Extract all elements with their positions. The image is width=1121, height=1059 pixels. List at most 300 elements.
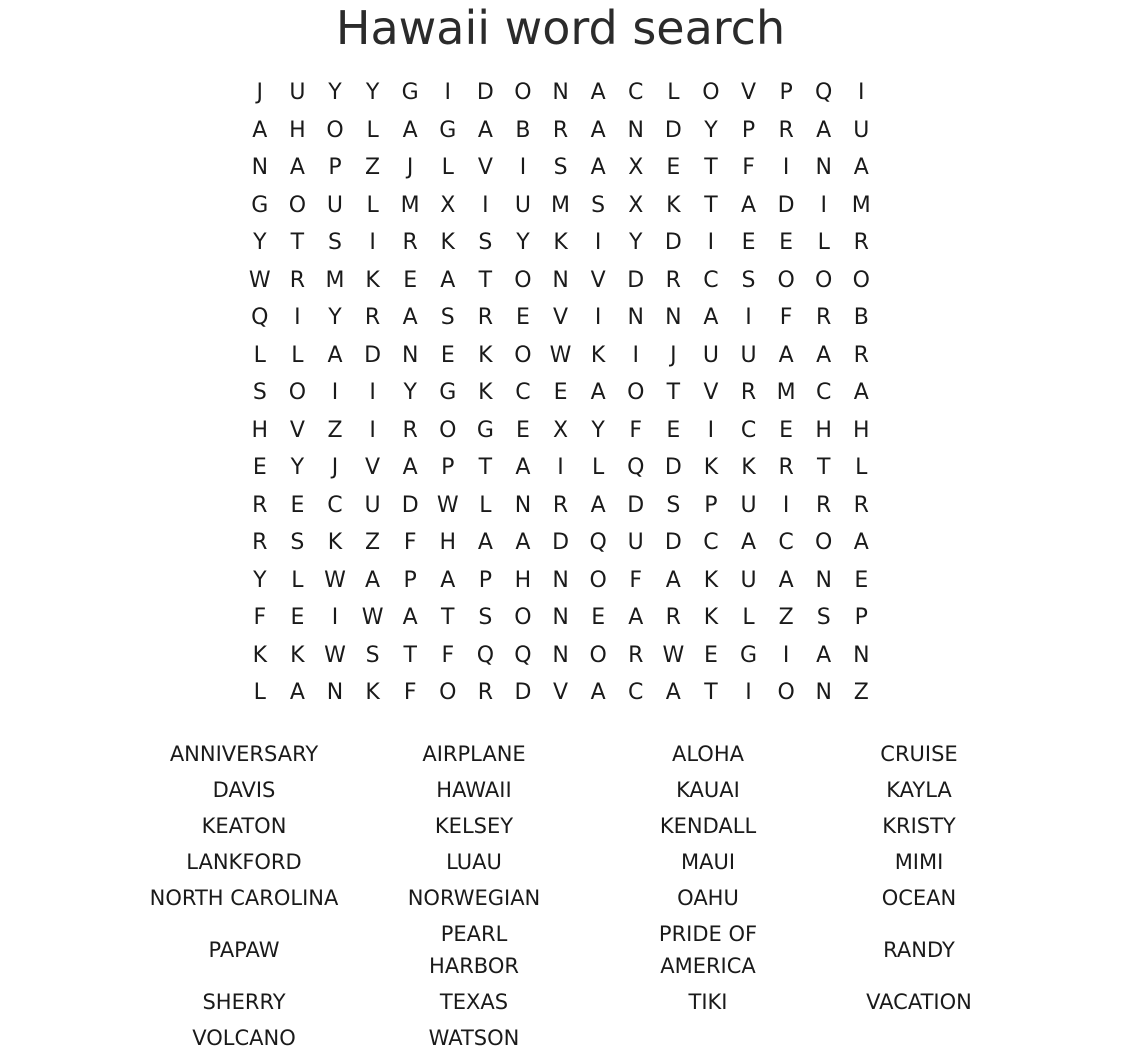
- grid-cell[interactable]: C: [703, 267, 719, 293]
- grid-cell[interactable]: O: [589, 567, 607, 593]
- grid-cell[interactable]: I: [745, 680, 752, 706]
- grid-cell[interactable]: A: [740, 530, 757, 556]
- grid-cell[interactable]: A: [665, 567, 681, 593]
- grid-cell[interactable]: Y: [253, 567, 267, 593]
- grid-cell[interactable]: L: [441, 155, 454, 181]
- grid-cell[interactable]: I: [707, 417, 715, 443]
- grid-cell[interactable]: P: [328, 155, 342, 181]
- grid-cell[interactable]: C: [703, 530, 719, 556]
- grid-cell[interactable]: D: [627, 492, 645, 518]
- grid-cell[interactable]: A: [515, 530, 531, 556]
- grid-cell[interactable]: A: [590, 380, 606, 406]
- grid-cell[interactable]: S: [328, 230, 342, 256]
- grid-cell[interactable]: R: [778, 117, 794, 143]
- grid-row: [241, 637, 881, 675]
- grid-cell[interactable]: Z: [365, 530, 381, 556]
- grid-cell[interactable]: O: [514, 267, 532, 293]
- grid-cell[interactable]: X: [440, 192, 456, 218]
- grid-cell[interactable]: H: [289, 117, 306, 143]
- grid-cell[interactable]: F: [253, 605, 267, 631]
- grid-cell[interactable]: A: [590, 80, 606, 106]
- grid-cell[interactable]: I: [331, 605, 339, 631]
- grid-cell[interactable]: K: [741, 455, 756, 481]
- grid-cell[interactable]: L: [667, 80, 680, 106]
- grid-cell[interactable]: I: [707, 230, 715, 256]
- grid-cell[interactable]: V: [553, 305, 569, 331]
- grid-cell[interactable]: D: [476, 80, 494, 106]
- grid-cell[interactable]: O: [439, 417, 457, 443]
- grid-cell[interactable]: T: [704, 680, 718, 706]
- grid-cell[interactable]: T: [403, 642, 417, 668]
- grid-cell[interactable]: H: [815, 417, 832, 443]
- grid-cell[interactable]: U: [740, 567, 757, 593]
- grid-cell[interactable]: P: [704, 492, 718, 518]
- grid-cell[interactable]: L: [291, 342, 304, 368]
- grid-cell[interactable]: E: [779, 417, 794, 443]
- grid-cell[interactable]: L: [742, 605, 755, 631]
- grid-cell[interactable]: W: [436, 492, 459, 518]
- grid-cell[interactable]: E: [703, 642, 718, 668]
- grid-cell[interactable]: O: [288, 192, 307, 218]
- grid-row: [241, 149, 881, 187]
- grid-cell[interactable]: V: [703, 380, 719, 406]
- grid-cell[interactable]: L: [253, 342, 266, 368]
- grid-cell[interactable]: D: [664, 455, 682, 481]
- grid-cell[interactable]: W: [662, 642, 685, 668]
- grid-cell[interactable]: T: [666, 380, 681, 406]
- letter-grid[interactable]: [241, 74, 881, 712]
- grid-cell[interactable]: Y: [704, 117, 718, 143]
- grid-cell[interactable]: I: [331, 380, 339, 406]
- grid-cell[interactable]: A: [816, 642, 832, 668]
- grid-cell[interactable]: X: [628, 192, 644, 218]
- grid-cell[interactable]: H: [251, 417, 269, 443]
- grid-cell[interactable]: E: [741, 230, 756, 256]
- grid-cell[interactable]: A: [740, 192, 757, 218]
- grid-cell[interactable]: T: [441, 605, 455, 631]
- grid-cell[interactable]: R: [628, 642, 644, 668]
- grid-cell[interactable]: U: [514, 192, 531, 218]
- grid-cell[interactable]: A: [402, 455, 418, 481]
- grid-cell[interactable]: O: [815, 530, 833, 556]
- grid-cell[interactable]: C: [515, 380, 531, 406]
- grid-cell[interactable]: D: [364, 342, 382, 368]
- grid-cell[interactable]: N: [853, 642, 870, 668]
- grid-cell[interactable]: U: [740, 492, 757, 518]
- grid-cell[interactable]: A: [590, 117, 606, 143]
- grid-cell[interactable]: P: [403, 567, 417, 593]
- grid-cell[interactable]: O: [514, 605, 532, 631]
- grid-cell[interactable]: B: [515, 117, 531, 143]
- grid-cell[interactable]: M: [776, 380, 796, 406]
- grid-cell[interactable]: Y: [328, 305, 342, 331]
- grid-cell[interactable]: Y: [365, 80, 380, 106]
- grid-row: [241, 674, 881, 712]
- grid-cell[interactable]: W: [248, 267, 271, 293]
- grid-cell[interactable]: O: [702, 80, 720, 106]
- grid-cell[interactable]: N: [552, 567, 569, 593]
- grid-cell[interactable]: I: [632, 342, 639, 368]
- grid-cell[interactable]: W: [549, 342, 572, 368]
- grid-cell[interactable]: S: [591, 192, 606, 218]
- word-list-row: [0, 918, 1121, 986]
- grid-cell[interactable]: M: [325, 267, 345, 293]
- grid-cell[interactable]: V: [553, 680, 569, 706]
- grid-cell[interactable]: H: [853, 417, 870, 443]
- grid-cell[interactable]: A: [778, 567, 794, 593]
- grid-cell[interactable]: Z: [365, 155, 381, 181]
- grid-cell[interactable]: N: [815, 567, 832, 593]
- grid-cell[interactable]: T: [478, 267, 493, 293]
- grid-cell[interactable]: K: [703, 605, 719, 631]
- grid-cell[interactable]: E: [779, 230, 794, 256]
- grid-cell[interactable]: N: [815, 155, 832, 181]
- grid-cell[interactable]: A: [440, 567, 456, 593]
- grid-cell[interactable]: Y: [591, 417, 605, 443]
- grid-cell[interactable]: Y: [516, 230, 530, 256]
- grid-cell[interactable]: H: [439, 530, 457, 556]
- grid-cell[interactable]: V: [590, 267, 606, 293]
- grid-cell[interactable]: I: [444, 80, 452, 106]
- grid-row: [241, 262, 881, 300]
- grid-cell[interactable]: I: [594, 230, 602, 256]
- grid-cell[interactable]: R: [816, 492, 832, 518]
- grid-cell[interactable]: I: [482, 192, 489, 218]
- grid-cell[interactable]: F: [629, 417, 643, 443]
- grid-cell[interactable]: C: [628, 680, 644, 706]
- grid-cell[interactable]: N: [251, 155, 269, 181]
- grid-cell[interactable]: D: [664, 230, 682, 256]
- grid-cell[interactable]: Q: [627, 455, 645, 481]
- grid-cell[interactable]: S: [741, 267, 756, 293]
- grid-cell[interactable]: R: [552, 492, 569, 518]
- grid-cell[interactable]: S: [252, 380, 267, 406]
- grid-cell[interactable]: I: [858, 80, 865, 106]
- grid-cell[interactable]: S: [365, 642, 380, 668]
- grid-cell[interactable]: W: [361, 605, 384, 631]
- grid-cell[interactable]: R: [477, 305, 493, 331]
- grid-cell[interactable]: N: [627, 305, 644, 331]
- grid-cell[interactable]: Q: [251, 305, 269, 331]
- grid-cell[interactable]: K: [666, 192, 681, 218]
- grid-cell[interactable]: D: [627, 267, 645, 293]
- grid-cell[interactable]: R: [364, 305, 381, 331]
- word-list-item: KELSEY: [434, 814, 514, 838]
- grid-cell[interactable]: O: [777, 267, 795, 293]
- grid-cell[interactable]: C: [628, 80, 644, 106]
- grid-cell[interactable]: P: [741, 117, 756, 143]
- grid-cell[interactable]: Z: [778, 605, 794, 631]
- grid-cell[interactable]: L: [366, 117, 379, 143]
- grid-cell[interactable]: D: [777, 192, 795, 218]
- grid-cell[interactable]: E: [403, 267, 418, 293]
- grid-cell[interactable]: N: [326, 680, 344, 706]
- grid-cell[interactable]: A: [477, 117, 493, 143]
- grid-cell[interactable]: J: [406, 155, 414, 181]
- grid-cell[interactable]: S: [290, 530, 305, 556]
- grid-cell[interactable]: E: [252, 455, 267, 481]
- grid-cell[interactable]: X: [553, 417, 569, 443]
- grid-cell[interactable]: S: [478, 605, 493, 631]
- grid-cell[interactable]: I: [782, 642, 790, 668]
- grid-cell[interactable]: D: [401, 492, 419, 518]
- grid-cell[interactable]: A: [665, 680, 681, 706]
- grid-cell[interactable]: F: [403, 530, 417, 556]
- grid-cell[interactable]: W: [324, 567, 346, 593]
- grid-cell[interactable]: R: [477, 680, 493, 706]
- grid-cell[interactable]: R: [402, 230, 418, 256]
- grid-cell[interactable]: A: [590, 680, 606, 706]
- grid-cell[interactable]: I: [782, 492, 790, 518]
- grid-cell[interactable]: C: [327, 492, 343, 518]
- grid-cell[interactable]: S: [553, 155, 568, 181]
- grid-cell[interactable]: U: [627, 530, 644, 556]
- grid-cell[interactable]: R: [665, 605, 681, 631]
- grid-cell[interactable]: R: [252, 492, 268, 518]
- grid-cell[interactable]: U: [702, 342, 719, 368]
- grid-cell[interactable]: F: [742, 155, 755, 181]
- grid-cell[interactable]: I: [519, 155, 527, 181]
- grid-cell[interactable]: E: [516, 305, 530, 331]
- grid-cell[interactable]: E: [516, 417, 530, 443]
- grid-cell[interactable]: K: [252, 642, 268, 668]
- grid-cell[interactable]: S: [478, 230, 493, 256]
- grid-cell[interactable]: E: [553, 380, 568, 406]
- grid-cell[interactable]: P: [441, 455, 455, 481]
- grid-cell[interactable]: K: [365, 680, 380, 706]
- grid-cell[interactable]: V: [740, 80, 757, 106]
- grid-cell[interactable]: N: [401, 342, 419, 368]
- grid-cell[interactable]: O: [589, 642, 607, 668]
- grid-cell[interactable]: Q: [514, 642, 532, 668]
- grid-cell[interactable]: I: [594, 305, 602, 331]
- grid-cell[interactable]: M: [400, 192, 420, 218]
- grid-cell[interactable]: K: [327, 530, 343, 556]
- grid-cell[interactable]: E: [591, 605, 606, 631]
- grid-cell[interactable]: F: [441, 642, 455, 668]
- grid-cell[interactable]: D: [514, 680, 532, 706]
- grid-cell[interactable]: S: [816, 605, 831, 631]
- grid-cell[interactable]: I: [820, 192, 827, 218]
- grid-cell[interactable]: N: [552, 80, 569, 106]
- grid-cell[interactable]: A: [853, 530, 869, 556]
- grid-cell[interactable]: G: [251, 192, 269, 218]
- word-list-item: PAPAW: [208, 938, 280, 962]
- grid-cell[interactable]: M: [551, 192, 571, 218]
- grid-cell[interactable]: R: [665, 267, 681, 293]
- grid-cell[interactable]: S: [666, 492, 681, 518]
- grid-cell[interactable]: G: [439, 380, 457, 406]
- grid-cell[interactable]: A: [402, 117, 418, 143]
- grid-cell[interactable]: C: [778, 530, 794, 556]
- grid-cell[interactable]: R: [552, 117, 569, 143]
- grid-cell[interactable]: A: [628, 605, 644, 631]
- grid-cell[interactable]: G: [476, 417, 494, 443]
- grid-cell[interactable]: Y: [629, 230, 643, 256]
- grid-cell[interactable]: L: [366, 192, 379, 218]
- grid-cell[interactable]: U: [326, 192, 344, 218]
- grid-cell[interactable]: T: [478, 455, 493, 481]
- grid-cell[interactable]: Q: [589, 530, 607, 556]
- grid-cell[interactable]: O: [514, 342, 532, 368]
- grid-cell[interactable]: V: [477, 155, 493, 181]
- grid-cell[interactable]: O: [627, 380, 645, 406]
- grid-cell[interactable]: R: [816, 305, 832, 331]
- grid-cell[interactable]: A: [703, 305, 719, 331]
- grid-cell[interactable]: C: [740, 417, 757, 443]
- grid-cell[interactable]: R: [778, 455, 794, 481]
- word-list: [0, 738, 1121, 1058]
- grid-cell[interactable]: N: [665, 305, 682, 331]
- grid-cell[interactable]: G: [439, 117, 457, 143]
- grid-cell[interactable]: N: [627, 117, 644, 143]
- grid-cell[interactable]: A: [816, 342, 832, 368]
- grid-cell[interactable]: N: [552, 605, 569, 631]
- grid-cell[interactable]: E: [440, 342, 455, 368]
- grid-cell[interactable]: K: [590, 342, 606, 368]
- grid-cell[interactable]: R: [853, 230, 869, 256]
- grid-cell[interactable]: L: [253, 680, 266, 706]
- grid-cell[interactable]: L: [592, 455, 605, 481]
- grid-cell[interactable]: A: [590, 492, 606, 518]
- grid-cell[interactable]: K: [553, 230, 568, 256]
- grid-cell[interactable]: I: [745, 305, 752, 331]
- grid-cell[interactable]: H: [514, 567, 532, 593]
- grid-cell[interactable]: R: [289, 267, 306, 293]
- grid-cell[interactable]: U: [740, 342, 757, 368]
- grid-cell[interactable]: A: [853, 380, 869, 406]
- grid-cell[interactable]: O: [777, 680, 795, 706]
- grid-cell[interactable]: A: [327, 342, 343, 368]
- grid-cell[interactable]: L: [855, 455, 868, 481]
- grid-cell[interactable]: G: [739, 642, 758, 668]
- grid-cell[interactable]: T: [816, 455, 831, 481]
- grid-cell[interactable]: V: [289, 417, 305, 443]
- grid-cell[interactable]: E: [666, 155, 681, 181]
- grid-cell[interactable]: S: [440, 305, 455, 331]
- grid-cell[interactable]: K: [290, 642, 305, 668]
- grid-cell[interactable]: W: [324, 642, 346, 668]
- grid-cell[interactable]: V: [365, 455, 381, 481]
- grid-row: [241, 187, 881, 225]
- grid-cell[interactable]: A: [365, 567, 381, 593]
- grid-cell[interactable]: F: [629, 567, 643, 593]
- grid-cell[interactable]: Q: [815, 80, 833, 106]
- grid-cell[interactable]: O: [439, 680, 457, 706]
- grid-cell[interactable]: N: [514, 492, 532, 518]
- grid-cell[interactable]: O: [514, 80, 532, 106]
- grid-cell[interactable]: D: [664, 117, 682, 143]
- grid-cell[interactable]: U: [364, 492, 381, 518]
- grid-cell[interactable]: K: [703, 567, 719, 593]
- grid-cell[interactable]: G: [401, 80, 419, 106]
- grid-cell[interactable]: N: [815, 680, 832, 706]
- grid-cell[interactable]: K: [478, 380, 493, 406]
- grid-cell[interactable]: R: [853, 492, 869, 518]
- grid-cell[interactable]: R: [252, 530, 268, 556]
- grid-cell[interactable]: Y: [328, 80, 342, 106]
- grid-cell[interactable]: A: [853, 155, 869, 181]
- grid-cell[interactable]: I: [557, 455, 564, 481]
- grid-cell[interactable]: T: [704, 155, 718, 181]
- grid-cell[interactable]: O: [852, 267, 870, 293]
- grid-cell[interactable]: J: [331, 455, 339, 481]
- grid-cell[interactable]: F: [403, 680, 417, 706]
- grid-cell[interactable]: T: [290, 230, 305, 256]
- grid-cell[interactable]: Z: [853, 680, 869, 706]
- grid-cell[interactable]: P: [779, 80, 793, 106]
- grid-cell[interactable]: E: [854, 567, 869, 593]
- grid-cell[interactable]: A: [289, 155, 305, 181]
- grid-cell[interactable]: P: [854, 605, 868, 631]
- grid-cell[interactable]: D: [664, 530, 682, 556]
- grid-cell[interactable]: C: [816, 380, 832, 406]
- grid-cell[interactable]: K: [365, 267, 380, 293]
- grid-cell[interactable]: A: [477, 530, 493, 556]
- grid-cell[interactable]: O: [288, 380, 307, 406]
- grid-cell[interactable]: X: [628, 155, 644, 181]
- grid-cell[interactable]: Q: [476, 642, 495, 668]
- grid-cell[interactable]: O: [326, 117, 344, 143]
- grid-cell[interactable]: P: [478, 567, 492, 593]
- grid-cell[interactable]: D: [552, 530, 570, 556]
- grid-cell[interactable]: Y: [403, 380, 417, 406]
- grid-cell[interactable]: U: [853, 117, 870, 143]
- grid-cell[interactable]: I: [782, 155, 790, 181]
- grid-cell[interactable]: U: [289, 80, 306, 106]
- grid-cell[interactable]: K: [440, 230, 455, 256]
- grid-cell[interactable]: I: [369, 380, 376, 406]
- grid-cell[interactable]: O: [815, 267, 833, 293]
- grid-cell[interactable]: N: [552, 642, 569, 668]
- grid-cell[interactable]: Y: [253, 230, 267, 256]
- grid-cell[interactable]: A: [402, 605, 418, 631]
- grid-cell[interactable]: J: [256, 80, 264, 106]
- grid-cell[interactable]: A: [590, 155, 606, 181]
- grid-cell[interactable]: K: [478, 342, 493, 368]
- word-list-item: DAVIS: [212, 778, 276, 802]
- grid-cell[interactable]: T: [704, 192, 718, 218]
- grid-cell[interactable]: I: [294, 305, 301, 331]
- grid-cell[interactable]: A: [289, 680, 305, 706]
- grid-cell[interactable]: A: [515, 455, 531, 481]
- grid-cell[interactable]: Y: [290, 455, 305, 481]
- grid-cell[interactable]: K: [703, 455, 719, 481]
- grid-cell[interactable]: M: [851, 192, 871, 218]
- grid-cell[interactable]: N: [552, 267, 569, 293]
- grid-cell[interactable]: E: [290, 605, 305, 631]
- grid-cell[interactable]: A: [252, 117, 268, 143]
- grid-cell[interactable]: A: [778, 342, 794, 368]
- grid-cell[interactable]: R: [402, 417, 418, 443]
- grid-cell[interactable]: R: [740, 380, 757, 406]
- grid-cell[interactable]: R: [853, 342, 869, 368]
- grid-cell[interactable]: E: [666, 417, 681, 443]
- grid-cell[interactable]: L: [817, 230, 830, 256]
- grid-cell[interactable]: A: [440, 267, 456, 293]
- grid-cell[interactable]: B: [853, 305, 869, 331]
- grid-cell[interactable]: Z: [327, 417, 343, 443]
- grid-cell[interactable]: A: [402, 305, 418, 331]
- grid-cell[interactable]: E: [290, 492, 305, 518]
- grid-cell[interactable]: L: [291, 567, 304, 593]
- grid-cell[interactable]: I: [369, 230, 376, 256]
- grid-cell[interactable]: A: [816, 117, 832, 143]
- grid-cell[interactable]: J: [670, 342, 677, 368]
- grid-cell[interactable]: I: [369, 417, 376, 443]
- grid-cell[interactable]: F: [779, 305, 793, 331]
- grid-cell[interactable]: L: [479, 492, 492, 518]
